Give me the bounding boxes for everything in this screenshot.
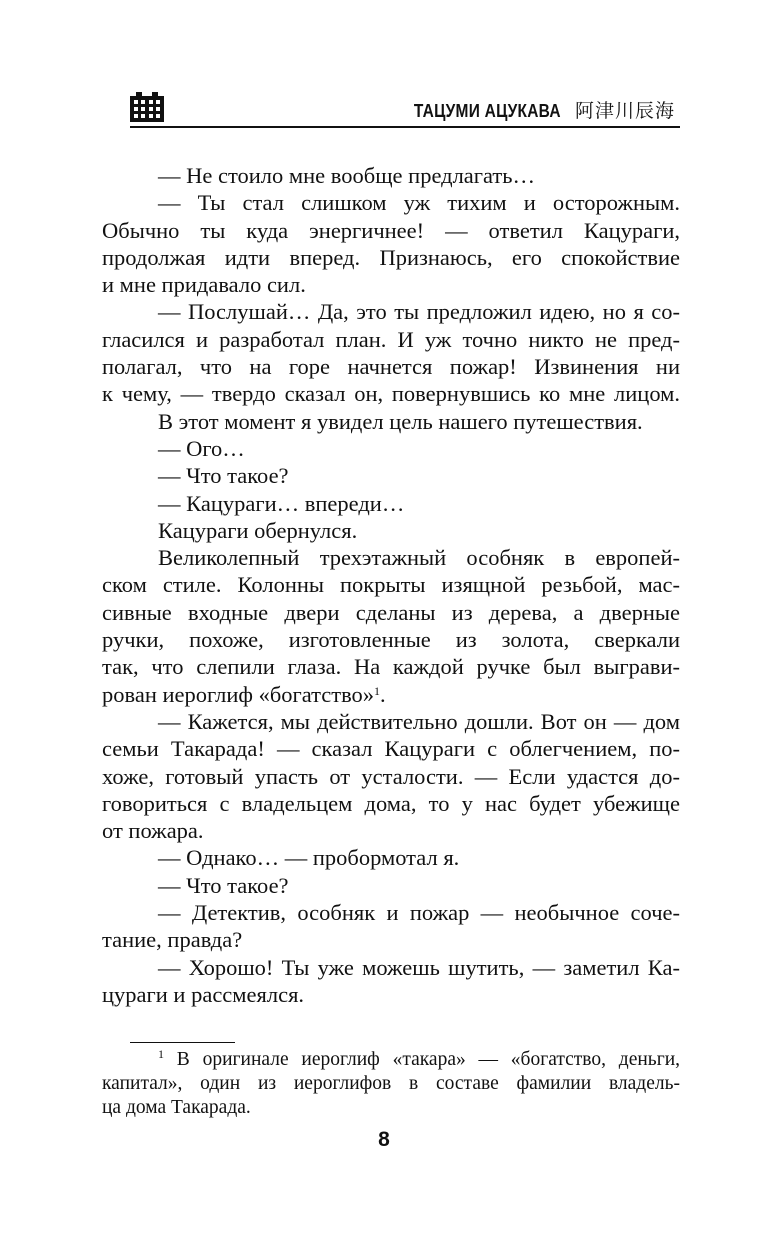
footnote-line: капитал», один из иероглифов в составе фамилии владель- (102, 1073, 680, 1094)
running-header (130, 88, 680, 128)
text-line: — Хорошо! Ты уже можешь шутить, — заметил Ка- (158, 954, 680, 980)
running-head (390, 96, 675, 123)
text-line: хоже, готовый упасть от усталости. — Если удастся до- (102, 763, 680, 789)
paragraph (130, 462, 680, 489)
author-name-japanese: 阿津川辰海 (574, 100, 675, 122)
paragraph (130, 872, 680, 899)
paragraph (130, 490, 680, 517)
text-line: так, что слепили глаза. На каждой ручке был выграви- (102, 654, 680, 680)
text-line: — Не стоило мне вообще предлагать… (158, 163, 536, 188)
header-rule (130, 126, 680, 128)
text-line: тание, правда? (102, 927, 243, 953)
paragraph (102, 189, 680, 298)
text-line: — Послушай… Да, это ты предложил идею, но я со- (158, 299, 680, 325)
paragraph (130, 408, 680, 435)
sentence-end: . (380, 681, 386, 707)
text-line: полагал, что на горе начнется пожар! Извинения ни (102, 354, 680, 380)
footnote-paragraph (102, 1047, 681, 1120)
text-line (102, 681, 680, 708)
text-line: Кацураги обернулся. (158, 517, 358, 543)
text-line: говориться с владельцем дома, то у нас будет убежище (102, 790, 680, 816)
footnote-line (130, 1048, 680, 1072)
text-line: от пожара. (102, 818, 204, 844)
text-line: ском стиле. Колонны покрыты изящной резьбой, мас- (102, 572, 680, 598)
footnote-reference[interactable]: 1 (374, 683, 381, 698)
footnote (102, 1047, 681, 1120)
text-line: сивные входные двери сделаны из дерева, а дверные (102, 599, 680, 625)
text-line: Обычно ты куда энергичнее! — ответил Кацураги, (102, 217, 680, 243)
paragraph (102, 298, 680, 407)
page-number: 8 (378, 1128, 390, 1151)
text-line: гласился и разработал план. И уж точно никто не пред- (102, 326, 680, 352)
text-line: цураги и рассмеялся. (102, 981, 305, 1007)
paragraph (130, 435, 680, 462)
footnote-line: ца дома Такарада. (102, 1097, 251, 1118)
paragraph (130, 844, 680, 871)
author-name: ТАЦУМИ АЦУКАВА (414, 101, 561, 121)
paragraph (130, 517, 680, 544)
text-line: — Что такое? (158, 463, 289, 489)
footnote-rule (130, 1042, 235, 1043)
text-line: В этот момент я увидел цель нашего путешествия. (158, 408, 643, 434)
text-line: — Ты стал слишком уж тихим и осторожным. (158, 190, 680, 216)
paragraph (130, 162, 680, 189)
text-fragment: рован иероглиф «богатство» (102, 681, 375, 707)
paragraph (102, 899, 680, 954)
body-text (102, 162, 680, 1008)
text-line: — Детектив, особняк и пожар — необычное соче- (158, 900, 680, 926)
paragraph (102, 544, 680, 708)
text-line: к чему, — твердо сказал он, повернувшись ко мне лицом. (102, 381, 680, 407)
text-line: семьи Такарада! — сказал Кацураги с облегчением, по- (102, 736, 680, 762)
text-line: — Что такое? (158, 872, 289, 898)
paragraph (102, 954, 680, 1009)
text-line: — Однако… — пробормотал я. (158, 845, 460, 871)
text-line: Великолепный трехэтажный особняк в европей- (158, 545, 680, 571)
text-line: — Кацураги… впереди… (158, 490, 405, 516)
text-line: ручки, похоже, изготовленные из золота, сверкали (102, 627, 680, 653)
footnote-mark: 1 (158, 1047, 164, 1061)
paragraph (102, 708, 680, 844)
footnote-text: В оригинале иероглиф «такара» — «богатство, деньги, (176, 1049, 681, 1070)
text-line: и мне придавало сил. (102, 272, 306, 298)
text-line: — Ого… (158, 435, 245, 461)
text-line: — Кажется, мы действительно дошли. Вот он — дом (158, 708, 680, 734)
text-line: продолжая идти вперед. Признаюсь, его спокойствие (102, 244, 680, 270)
building-icon (130, 92, 164, 122)
